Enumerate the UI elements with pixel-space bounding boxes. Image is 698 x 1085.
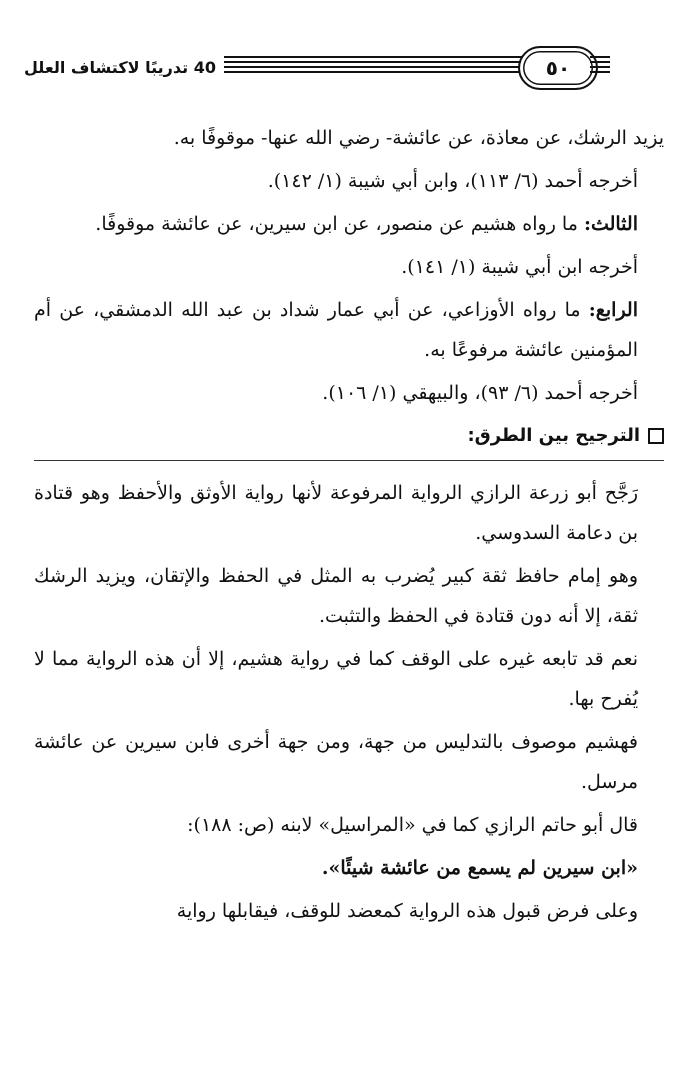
- section-heading: [34, 416, 664, 461]
- page-number-badge: ٥٠: [518, 46, 598, 90]
- header-rule-right: [590, 56, 610, 76]
- paragraph-6: أخرجه أحمد (٦/ ٩٣)، والبيهقي (١/ ١٠٦).: [322, 382, 638, 404]
- quote-paragraph: «ابن سيرين لم يسمع من عائشة شيئًا».: [321, 857, 638, 879]
- paragraph-8: وهو إمام حافظ ثقة كبير يُضرب به المثل في الحفظ والإتقان، ويزيد الرشك ثقة، إلا أنه دون قتادة في الحفظ والتثبت.: [34, 565, 638, 627]
- paragraph-4: أخرجه ابن أبي شيبة (١/ ١٤١).: [401, 256, 638, 278]
- fourth-route-text: ما رواه الأوزاعي، عن أبي عمار شداد بن عبد الله الدمشقي، عن أم المؤمنين عائشة مرفوعًا به.: [34, 299, 638, 361]
- fourth-route-label: الرابع:: [588, 299, 638, 321]
- paragraph-1: يزيد الرشك، عن معاذة، عن عائشة- رضي الله عنها- موقوفًا به.: [173, 127, 664, 149]
- page-body: [34, 118, 664, 934]
- paragraph-9: نعم قد تابعه غيره على الوقف كما في رواية هشيم، إلا أن هذه الرواية مما لا يُفرح بها.: [34, 648, 638, 710]
- third-route-text: ما رواه هشيم عن منصور، عن ابن سيرين، عن عائشة موقوفًا.: [95, 213, 584, 235]
- page-header: [24, 46, 674, 94]
- paragraph-13: وعلى فرض قبول هذه الرواية كمعضد للوقف، فيقابلها رواية: [176, 900, 638, 922]
- paragraph-10: فهشيم موصوف بالتدليس من جهة، ومن جهة أخرى فابن سيرين عن عائشة مرسل.: [34, 731, 638, 793]
- paragraph-2: أخرجه أحمد (٦/ ١١٣)، وابن أبي شيبة (١/ ١٤٢).: [267, 170, 638, 192]
- paragraph-7: رَجَّح أبو زرعة الرازي الرواية المرفوعة لأنها رواية الأوثق والأحفظ وهو قتادة بن دعامة السدوسي.: [34, 482, 638, 544]
- third-route-label: الثالث:: [583, 213, 638, 235]
- square-bullet-icon: [648, 428, 664, 444]
- header-rule: [224, 56, 524, 76]
- paragraph-3: [34, 204, 664, 244]
- section-heading-text: الترجيح بين الطرق:: [467, 425, 640, 446]
- paragraph-11: قال أبو حاتم الرازي كما في «المراسيل» لابنه (ص: ١٨٨):: [187, 814, 638, 836]
- book-title: 40 تدريبًا لاكتشاف العلل: [24, 58, 216, 77]
- paragraph-5: [34, 290, 664, 370]
